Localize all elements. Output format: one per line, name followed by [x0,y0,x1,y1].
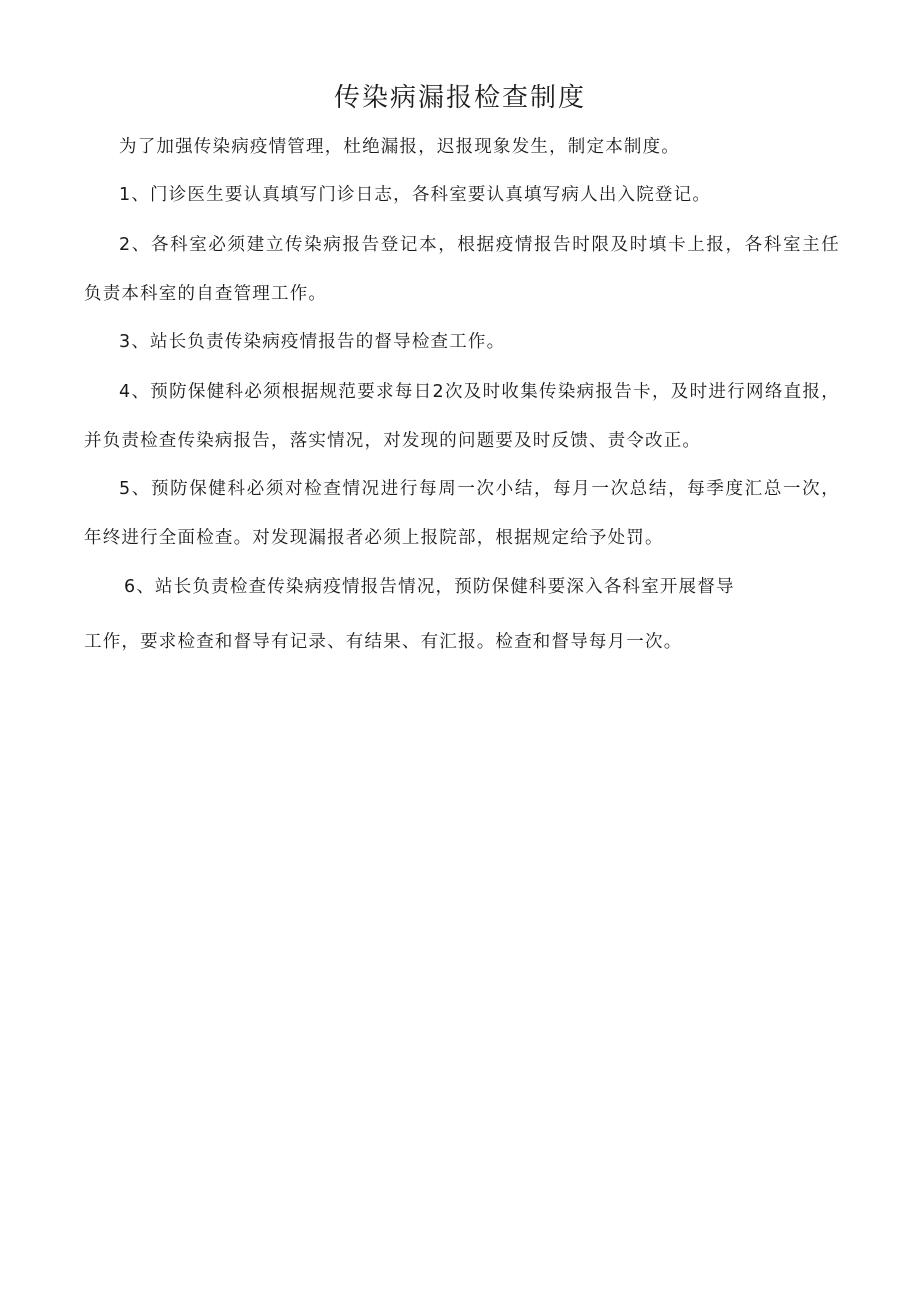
item-paragraph-1: 1、门诊医生要认真填写门诊日志，各科室要认真填写病人出入院登记。 [119,185,712,205]
intro-paragraph: 为了加强传染病疫情管理，杜绝漏报，迟报现象发生，制定本制度。 [119,137,680,157]
document-title: 传染病漏报检查制度 [333,83,586,113]
item-paragraph-4: 4、预防保健科必须根据规范要求每日2次及时收集传染病报告卡，及时进行网络直报，并负责检查传染病报告，落实情况，对发现的问题要及时反馈、责令改正。 [84,382,840,451]
item-paragraph-5: 5、预防保健科必须对检查情况进行每周一次小结，每月一次总结，每季度汇总一次，年终进行全面检查。对发现漏报者必须上报院部，根据规定给予处罚。 [84,479,840,548]
item-paragraph-6-line-1: 6、站长负责检查传染病疫情报告情况，预防保健科要深入各科室开展督导 [124,577,735,597]
item-paragraph-2: 2、各科室必须建立传染病报告登记本，根据疫情报告时限及时填卡上报，各科室主任负责本科室的自查管理工作。 [84,235,840,304]
item-paragraph-6-line-2: 工作，要求检查和督导有记录、有结果、有汇报。检查和督导每月一次。 [84,632,683,652]
item-paragraph-3: 3、站长负责传染病疫情报告的督导检查工作。 [119,332,506,352]
